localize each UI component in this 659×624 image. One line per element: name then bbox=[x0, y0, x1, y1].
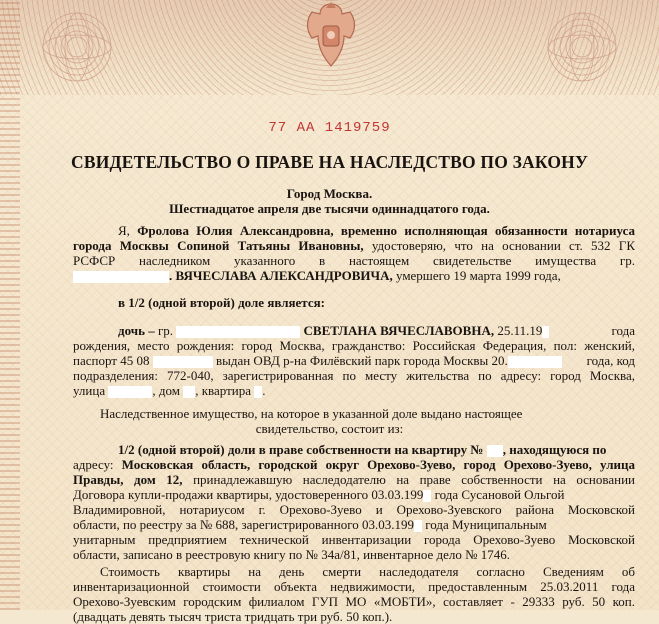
property-line-8: области, записано в реестровую книгу по № 34а/81, инвентарное дело № 1746. bbox=[73, 547, 511, 562]
cost-line-4: (двадцать девять тысяч триста тридцать три руб. 50 коп.). bbox=[73, 609, 393, 624]
property-line-5: Владимировной, нотариусом г. Орехово-Зуево и Орехово-Зуевского района Московской bbox=[73, 502, 635, 517]
cost-line-3: Орехово-Зуевским городским филиалом ГУП МО «МОБТИ», составляет - 29333 руб. 50 коп. bbox=[73, 594, 635, 609]
document-title: СВИДЕТЕЛЬСТВО О ПРАВЕ НА НАСЛЕДСТВО ПО ЗАКОНУ bbox=[70, 152, 589, 172]
property-intro-line-1: Наследственное имущество, на которое в указанной доле выдано настоящее bbox=[100, 406, 523, 421]
intro-line-2: города Москвы Сопиной Татьяны Ивановны, удостоверяю, что на основании ст. 532 ГК bbox=[73, 238, 635, 253]
cost-line-1: Стоимость квартиры на день смерти наследодателя согласно Сведениям об bbox=[100, 564, 635, 579]
redaction bbox=[414, 520, 422, 532]
redaction bbox=[508, 356, 562, 368]
city-line: Город Москва. bbox=[286, 186, 373, 201]
heir-line-4: подразделения: 772-040, зарегистрированная по месту жительства по адресу: город Москва, bbox=[73, 368, 635, 383]
share-line: в 1/2 (одной второй) доле является: bbox=[118, 295, 325, 310]
property-intro-line-2: свидетельство, состоит из: bbox=[255, 421, 404, 436]
property-line-2: адресу: Московская область, городской округ Орехово-Зуево, город Орехово-Зуево, улица bbox=[73, 457, 635, 472]
heir-line-1: дочь – гр. СВЕТЛАНА ВЯЧЕСЛАВОВНА, 25.11.19 года bbox=[118, 323, 635, 338]
intro-line-4: . ВЯЧЕСЛАВА АЛЕКСАНДРОВИЧА, умершего 19 марта 1999 года, bbox=[73, 268, 635, 283]
redaction bbox=[487, 445, 503, 457]
redaction bbox=[176, 326, 300, 338]
redaction bbox=[542, 326, 549, 338]
serial-number: 77 АА 1419759 bbox=[268, 120, 391, 136]
ornamental-border-left bbox=[0, 0, 20, 610]
heir-line-3: паспорт 45 08 выдан ОВД р-на Филёвский парк города Москвы 20. года, код bbox=[73, 353, 635, 368]
heir-line-2: рождения, место рождения: город Москва, гражданство: Российская Федерация, пол: женский, bbox=[73, 338, 635, 353]
cost-line-2: инвентаризационной стоимости объекта недвижимости, предоставленным 25.03.2011 года bbox=[73, 579, 635, 594]
property-line-4: Договора купли-продажи квартиры, удостоверенного 03.03.199 года Сусановой Ольгой bbox=[73, 487, 565, 502]
redaction bbox=[183, 386, 195, 398]
property-line-7: унитарным предприятием технической инвентаризации города Орехово-Зуево Московской bbox=[73, 532, 635, 547]
guilloche-rosette-left-icon bbox=[40, 10, 114, 84]
intro-line-3: РСФСР наследником указанного в настоящем свидетельстве имущества гр. bbox=[73, 253, 635, 268]
intro-line-1: Я, Фролова Юлия Александровна, временно исполняющая обязанности нотариуса bbox=[118, 223, 635, 238]
redaction bbox=[153, 356, 213, 368]
date-line: Шестнадцатое апреля две тысячи одиннадцатого года. bbox=[169, 201, 490, 216]
property-line-1: 1/2 (одной второй) доли в праве собственности на квартиру № , находящуюся по bbox=[118, 442, 607, 457]
guilloche-rosette-right-icon bbox=[545, 10, 619, 84]
coat-of-arms-icon bbox=[300, 0, 362, 74]
redaction bbox=[73, 271, 169, 283]
property-line-3: Правды, дом 12, принадлежавшую наследодателю на праве собственности на основании bbox=[73, 472, 635, 487]
redaction bbox=[108, 386, 152, 398]
property-line-6: области, по реестру за № 688, зарегистрированного 03.03.199 года Муниципальным bbox=[73, 517, 547, 532]
heir-line-5: улица , дом , квартира . bbox=[73, 383, 266, 398]
